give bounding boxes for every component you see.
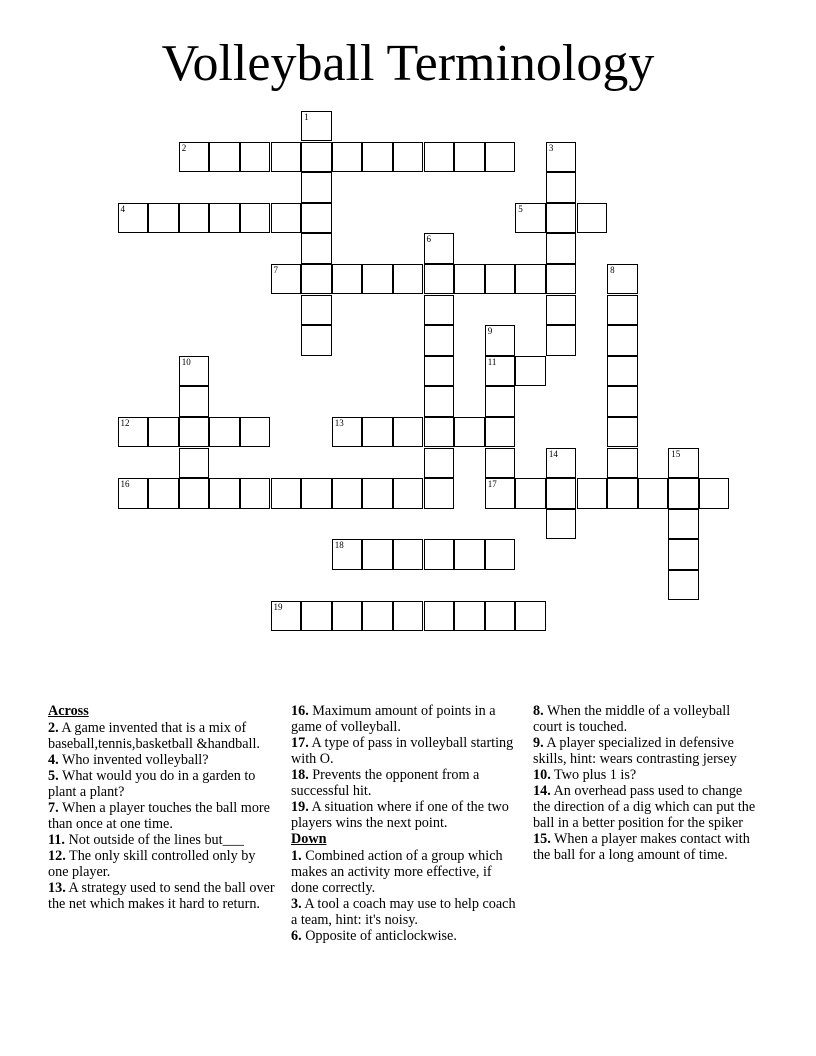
grid-cell[interactable]: [301, 325, 332, 356]
grid-cell[interactable]: [424, 295, 455, 326]
grid-cell[interactable]: [393, 417, 424, 448]
clue-down-9: [533, 735, 761, 767]
down-heading: Down: [291, 831, 327, 847]
clue-across-13: [48, 880, 276, 912]
clue-down-15: [533, 831, 761, 863]
clue-number: 1.: [291, 848, 302, 864]
cell-number: 7: [273, 264, 278, 275]
grid-cell[interactable]: [485, 448, 516, 479]
grid-cell[interactable]: [424, 233, 455, 264]
clue-number: 15.: [533, 831, 551, 847]
page-title: Volleyball Terminology: [161, 35, 655, 92]
grid-cell[interactable]: [607, 417, 638, 448]
grid-cell[interactable]: [362, 601, 393, 632]
grid-cell[interactable]: [454, 264, 485, 295]
clue-across-11: [48, 832, 276, 848]
clue-text: When the middle of a volleyball court is touched.: [533, 703, 731, 735]
grid-cell[interactable]: [179, 356, 210, 387]
grid-cell[interactable]: [607, 386, 638, 417]
grid-cell[interactable]: [424, 448, 455, 479]
clue-text: Prevents the opponent from a successful hit.: [291, 767, 480, 799]
grid-cell[interactable]: [485, 478, 516, 509]
cell-number: 1: [304, 111, 309, 122]
clue-number: 17.: [291, 735, 309, 751]
clue-across-19: [291, 799, 519, 831]
grid-cell[interactable]: [546, 448, 577, 479]
grid-cell[interactable]: [668, 478, 699, 509]
clue-down-14: [533, 783, 761, 831]
clue-across-16: [291, 703, 519, 735]
clue-text: What would you do in a garden to plant a plant?: [48, 768, 256, 800]
grid-cell[interactable]: [607, 295, 638, 326]
clue-text: Not outside of the lines but___: [68, 832, 244, 848]
grid-cell[interactable]: [485, 601, 516, 632]
clue-across-5: [48, 768, 276, 800]
grid-cell[interactable]: [393, 539, 424, 570]
cell-number: 13: [334, 417, 344, 428]
grid-cell[interactable]: [668, 570, 699, 601]
grid-cell[interactable]: [424, 478, 455, 509]
clue-number: 12.: [48, 848, 66, 864]
clue-number: 3.: [291, 896, 302, 912]
clue-across-7: [48, 800, 276, 832]
clue-number: 16.: [291, 703, 309, 719]
grid-cell[interactable]: [546, 233, 577, 264]
grid-cell[interactable]: [209, 478, 240, 509]
clue-down-10: [533, 767, 761, 783]
clue-number: 5.: [48, 768, 59, 784]
grid-cell[interactable]: [424, 386, 455, 417]
clue-down-3: [291, 896, 519, 928]
grid-cell[interactable]: [577, 203, 608, 234]
grid-cell[interactable]: [607, 356, 638, 387]
grid-cell[interactable]: [668, 448, 699, 479]
clue-down-8: [533, 703, 761, 735]
grid-cell[interactable]: [607, 478, 638, 509]
clue-number: 9.: [533, 735, 544, 751]
grid-cell[interactable]: [362, 142, 393, 173]
clue-number: 4.: [48, 752, 59, 768]
grid-cell[interactable]: [118, 203, 149, 234]
grid-cell[interactable]: [424, 325, 455, 356]
grid-cell[interactable]: [362, 264, 393, 295]
grid-cell[interactable]: [179, 386, 210, 417]
across-heading: Across: [48, 703, 89, 719]
grid-cell[interactable]: [271, 264, 302, 295]
grid-cell[interactable]: [607, 264, 638, 295]
grid-cell[interactable]: [424, 601, 455, 632]
cell-number: 12: [120, 417, 130, 428]
grid-cell[interactable]: [546, 172, 577, 203]
clue-column-1: [48, 703, 276, 912]
grid-cell[interactable]: [332, 142, 363, 173]
grid-cell[interactable]: [546, 325, 577, 356]
clue-text: A game invented that is a mix of baseball,tennis,basketball &handball.: [48, 720, 260, 752]
grid-cell[interactable]: [240, 478, 271, 509]
cell-number: 11: [487, 356, 497, 367]
cell-number: 6: [426, 234, 431, 245]
clue-text: When a player touches the ball more than once at one time.: [48, 800, 270, 832]
cell-number: 17: [487, 479, 497, 490]
clue-text: Maximum amount of points in a game of volleyball.: [291, 703, 496, 735]
clue-number: 8.: [533, 703, 544, 719]
grid-cell[interactable]: [424, 356, 455, 387]
grid-cell[interactable]: [546, 478, 577, 509]
clue-text: An overhead pass used to change the direction of a dig which can put the ball in a better position for the spiker: [533, 783, 756, 831]
grid-cell[interactable]: [301, 111, 332, 142]
grid-cell[interactable]: [301, 478, 332, 509]
grid-cell[interactable]: [301, 264, 332, 295]
cell-number: 14: [548, 448, 558, 459]
grid-cell[interactable]: [148, 203, 179, 234]
grid-cell[interactable]: [332, 417, 363, 448]
cell-number: 19: [273, 601, 283, 612]
grid-cell[interactable]: [179, 478, 210, 509]
grid-cell[interactable]: [577, 478, 608, 509]
cell-number: 10: [181, 356, 191, 367]
grid-cell[interactable]: [699, 478, 730, 509]
clue-number: 6.: [291, 928, 302, 944]
cell-number: 16: [120, 479, 130, 490]
grid-cell[interactable]: [668, 539, 699, 570]
clue-number: 18.: [291, 767, 309, 783]
cell-number: 4: [120, 203, 125, 214]
grid-cell[interactable]: [332, 478, 363, 509]
clue-text: Who invented volleyball?: [61, 752, 209, 768]
grid-cell[interactable]: [362, 539, 393, 570]
clue-text: Two plus 1 is?: [554, 767, 637, 783]
clue-number: 19.: [291, 799, 309, 815]
grid-cell[interactable]: [301, 142, 332, 173]
grid-cell[interactable]: [240, 417, 271, 448]
grid-cell[interactable]: [118, 417, 149, 448]
cell-number: 2: [181, 142, 187, 153]
grid-cell[interactable]: [332, 539, 363, 570]
grid-cell[interactable]: [393, 142, 424, 173]
cell-number: 18: [334, 540, 344, 551]
grid-cell[interactable]: [424, 539, 455, 570]
clue-column-3: [533, 703, 761, 863]
grid-cell[interactable]: [424, 264, 455, 295]
cell-number: 9: [487, 326, 493, 337]
clue-text: Opposite of anticlockwise.: [305, 928, 457, 944]
grid-cell[interactable]: [240, 142, 271, 173]
clue-across-12: [48, 848, 276, 880]
grid-cell[interactable]: [454, 417, 485, 448]
grid-cell[interactable]: [454, 539, 485, 570]
grid-cell[interactable]: [607, 325, 638, 356]
grid-cell[interactable]: [546, 295, 577, 326]
clue-text: A type of pass in volleyball starting with O.: [291, 735, 514, 767]
grid-cell[interactable]: [485, 386, 516, 417]
grid-cell[interactable]: [209, 417, 240, 448]
grid-cell[interactable]: [148, 417, 179, 448]
grid-cell[interactable]: [668, 509, 699, 540]
grid-cell[interactable]: [301, 203, 332, 234]
grid-cell[interactable]: [515, 601, 546, 632]
grid-cell[interactable]: [332, 264, 363, 295]
grid-cell[interactable]: [393, 478, 424, 509]
grid-cell[interactable]: [546, 142, 577, 173]
grid-cell[interactable]: [515, 264, 546, 295]
cell-number: 15: [671, 448, 681, 459]
grid-cell[interactable]: [118, 478, 149, 509]
clue-text: Combined action of a group which makes an activity more effective, if done correctly.: [291, 848, 503, 896]
clue-across-4: [48, 752, 276, 768]
clue-number: 2.: [48, 720, 59, 736]
grid-cell[interactable]: [454, 142, 485, 173]
clue-text: When a player makes contact with the ball for a long amount of time.: [533, 831, 750, 863]
clue-across-18: [291, 767, 519, 799]
clue-text: The only skill controlled only by one player.: [48, 848, 256, 880]
grid-cell[interactable]: [179, 142, 210, 173]
grid-cell[interactable]: [301, 601, 332, 632]
clue-text: A strategy used to send the ball over the net which makes it hard to return.: [48, 880, 275, 912]
grid-cell[interactable]: [179, 448, 210, 479]
grid-cell[interactable]: [240, 203, 271, 234]
grid-cell[interactable]: [271, 142, 302, 173]
clue-across-2: [48, 720, 276, 752]
grid-cell[interactable]: [209, 203, 240, 234]
grid-cell[interactable]: [485, 264, 516, 295]
grid-cell[interactable]: [301, 172, 332, 203]
grid-cell[interactable]: [638, 478, 669, 509]
grid-cell[interactable]: [485, 356, 516, 387]
clue-text: A player specialized in defensive skills, hint: wears contrasting jersey: [533, 735, 737, 767]
grid-cell[interactable]: [424, 417, 455, 448]
grid-cell[interactable]: [179, 417, 210, 448]
clue-column-2: [291, 703, 519, 944]
clue-number: 13.: [48, 880, 66, 896]
grid-cell[interactable]: [485, 417, 516, 448]
grid-cell[interactable]: [485, 539, 516, 570]
grid-cell[interactable]: [607, 448, 638, 479]
grid-cell[interactable]: [485, 142, 516, 173]
clue-across-17: [291, 735, 519, 767]
clue-text: A tool a coach may use to help coach a team, hint: it's noisy.: [291, 896, 516, 928]
grid-cell[interactable]: [424, 142, 455, 173]
grid-cell[interactable]: [393, 264, 424, 295]
cell-number: 3: [548, 142, 554, 153]
clue-number: 14.: [533, 783, 551, 799]
grid-cell[interactable]: [515, 203, 546, 234]
grid-cell[interactable]: [271, 478, 302, 509]
grid-cell[interactable]: [179, 203, 210, 234]
grid-cell[interactable]: [148, 478, 179, 509]
grid-cell[interactable]: [271, 601, 302, 632]
grid-cell[interactable]: [209, 142, 240, 173]
clue-number: 11.: [48, 832, 65, 848]
grid-cell[interactable]: [301, 295, 332, 326]
grid-cell[interactable]: [393, 601, 424, 632]
grid-cell[interactable]: [515, 478, 546, 509]
clue-number: 10.: [533, 767, 551, 783]
grid-cell[interactable]: [454, 601, 485, 632]
clue-number: 7.: [48, 800, 59, 816]
grid-cell[interactable]: [362, 478, 393, 509]
grid-cell[interactable]: [515, 356, 546, 387]
grid-cell[interactable]: [332, 601, 363, 632]
grid-cell[interactable]: [546, 264, 577, 295]
clue-text: A situation where if one of the two players wins the next point.: [291, 799, 509, 831]
grid-cell[interactable]: [301, 233, 332, 264]
grid-cell[interactable]: [485, 325, 516, 356]
clue-down-1: [291, 848, 519, 896]
clue-down-6: [291, 928, 519, 944]
cell-number: 5: [518, 203, 523, 214]
grid-cell[interactable]: [271, 203, 302, 234]
cell-number: 8: [610, 264, 615, 275]
grid-cell[interactable]: [546, 203, 577, 234]
grid-cell[interactable]: [362, 417, 393, 448]
grid-cell[interactable]: [546, 509, 577, 540]
